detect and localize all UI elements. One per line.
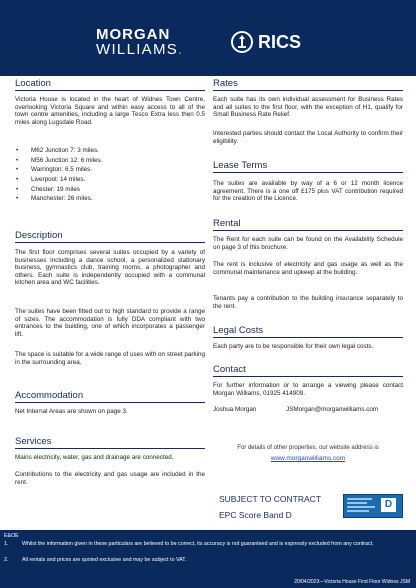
list-item: • Chester: 19 miles	[15, 185, 102, 195]
epc-line	[347, 506, 375, 508]
location-heading: Location	[15, 78, 205, 91]
rental-paragraph-2: The rent is inclusive of electricity and gas usage as well as the communal maintenance and upkeep at the building.	[213, 261, 403, 276]
disclaimer-number-1: 1.	[4, 541, 9, 547]
lease-terms-text: The suites are available by way of a 6 or 12 month licence agreement. There is a one off £175 plus VAT contribution required for the creation of the Licence.	[213, 180, 403, 203]
eoe-label: E&OE	[4, 533, 19, 539]
lease-terms-heading: Lease Terms	[213, 160, 403, 173]
description-heading: Description	[15, 230, 205, 243]
rates-heading: Rates	[213, 78, 403, 91]
disclaimer-text-1: Whilst the information given in these particulars are believed to be correct, its accuracy is not guaranteed and is expressly excluded from any contract.	[22, 541, 374, 547]
description-paragraph-1: The first floor comprises several suites occupied by a variety of businesses including a dance school, a personalized stationary business, gymnastics club, training rooms, a photographer and others. Each suite is independently occupied with a communal kitchen area and WC facilities.	[15, 249, 205, 287]
contact-email[interactable]: JSMorgan@morganwilliams.com	[286, 406, 379, 413]
logo-line-1: MORGAN	[96, 26, 171, 43]
header-banner	[0, 0, 416, 76]
rental-paragraph-1: The Rent for each suite can be found on the Availability Schedule on page 3 of this brochure.	[213, 236, 403, 251]
logo-line-2	[96, 42, 184, 57]
rates-paragraph-1: Each suite has its own individual assessment for Business Rates and all suites to the first floor, with the exception of H1, qualify for Small Business Rate Relief.	[213, 96, 403, 119]
rics-crest-icon	[230, 30, 254, 54]
logo-line-2-text: WILLIAMS	[96, 41, 179, 58]
list-item: • Warrington: 6.5 miles.	[15, 165, 102, 175]
services-heading: Services	[15, 436, 205, 449]
subject-to-contract: SUBJECT TO CONTRACT	[219, 494, 322, 504]
legal-costs-text: Each party are to be responsible for their own legal costs.	[213, 343, 374, 350]
disclaimer-number-2: 2.	[4, 557, 9, 563]
list-item: • Liverpool: 14 miles.	[15, 175, 102, 185]
contact-heading: Contact	[213, 364, 403, 377]
epc-line	[347, 502, 367, 504]
description-paragraph-2: The suites have been fitted out to high standard to provide a range of sizes. The accommodation is fully DDA compliant with two entrances to the building, one of which incorporates a passenger lift.	[15, 308, 205, 338]
logo-dot: .	[178, 41, 184, 58]
website-link[interactable]: www.morganwilliams.com	[270, 455, 346, 462]
rates-paragraph-2: Interested parties should contact the Local Authority to confirm their eligibility.	[213, 130, 403, 145]
services-paragraph-2: Contributions to the electricity and gas usage are included in the rent.	[15, 471, 205, 486]
rics-logo	[230, 30, 301, 54]
epc-score-label: EPC Score Band D	[219, 510, 292, 520]
accommodation-text: Net Internal Areas are shown on page 3.	[15, 408, 128, 415]
footer-disclaimer	[0, 530, 416, 588]
epc-line	[347, 498, 372, 500]
accommodation-heading: Accommodation	[15, 390, 205, 403]
document-reference: 20/04/2023—Victoria House First Floor Widnes JSM	[294, 579, 410, 585]
list-item: • Manchester: 26 miles.	[15, 194, 102, 204]
rental-heading: Rental	[213, 218, 403, 231]
contact-name: Joshua Morgan	[213, 406, 257, 413]
legal-costs-heading: Legal Costs	[213, 325, 403, 338]
services-paragraph-1: Mains electricity, water, gas and drainage are connected.	[15, 454, 174, 461]
location-distance-list	[15, 146, 102, 204]
website-note: For details of other properties, our website address is	[237, 445, 379, 451]
epc-grade-badge: D	[381, 498, 396, 512]
rental-paragraph-3: Tenants pay a contribution to the building insurance separately to the rent.	[213, 295, 403, 310]
list-item: • M56 Junction 12: 6 miles.	[15, 156, 102, 166]
contact-text: For further information or to arrange a viewing please contact Morgan Williams, 01925 414909.	[213, 382, 403, 397]
list-item: • M62 Junction 7: 3 miles.	[15, 146, 102, 156]
epc-certificate-graphic	[343, 494, 403, 518]
rics-wordmark: RICS	[258, 31, 302, 52]
morgan-williams-logo	[96, 27, 184, 57]
description-paragraph-3: The space is suitable for a wide range of uses with on street parking in the surrounding area.	[15, 351, 205, 366]
location-text: Victoria House is located in the heart of Widnes Town Centre, overlooking Victoria Square and within easy access to all of the town centre amenities, including a large Tesco Extra less then 0.5 miles along Lugsdale Road.	[15, 96, 205, 126]
epc-line	[347, 510, 369, 512]
disclaimer-text-2: All rentals and prices are quoted exclusive and may be subject to VAT.	[22, 557, 187, 563]
